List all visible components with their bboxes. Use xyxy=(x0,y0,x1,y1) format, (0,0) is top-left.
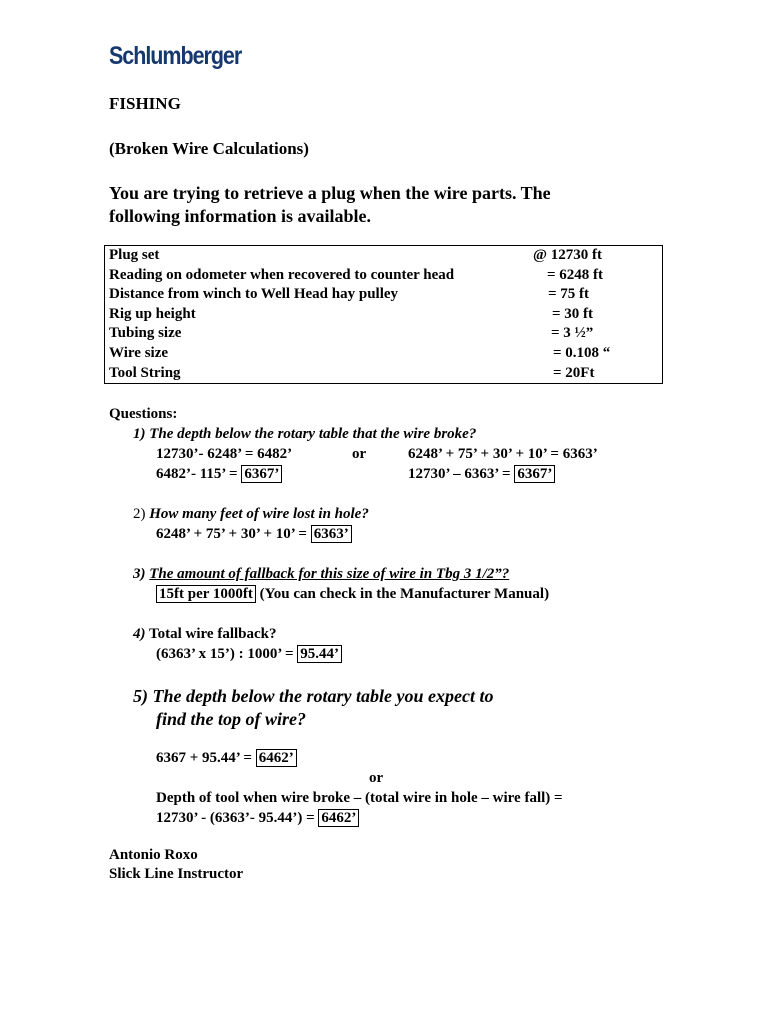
q5-calc-1 xyxy=(156,750,297,767)
info-label-wire-size: Wire size xyxy=(109,345,169,361)
q2-calc xyxy=(156,526,352,543)
info-value-odometer: = 6248 ft xyxy=(547,267,604,283)
q1-calc-2a-text: 6482’- 115’ = xyxy=(156,466,238,482)
signature-title: Slick Line Instructor xyxy=(109,866,244,882)
q4-answer-box: 95.44’ xyxy=(297,645,342,663)
info-value-distance: = 75 ft xyxy=(548,286,590,302)
q3-answer xyxy=(156,586,549,603)
q5-or: or xyxy=(369,770,384,786)
q1-calc-2b xyxy=(408,466,555,483)
q4-calc-text: (6363’ x 15’) : 1000’ = xyxy=(156,646,294,662)
q5-text-2: find the top of wire? xyxy=(156,709,307,729)
q2-question xyxy=(133,506,369,523)
q1-or: or xyxy=(352,446,367,462)
q3-text: The amount of fallback for this size of wire in Tbg 3 1/2”? xyxy=(149,566,510,582)
info-value-tubing: = 3 ½” xyxy=(551,325,594,341)
q1-question xyxy=(133,426,476,443)
q1-number: 1) xyxy=(133,426,146,442)
q1-answer-box-a: 6367’ xyxy=(241,465,282,483)
questions-label: Questions: xyxy=(109,406,178,422)
q5-answer-box-1: 6462’ xyxy=(256,749,297,767)
q5-number: 5) xyxy=(133,686,148,706)
intro-line-2: following information is available. xyxy=(109,206,372,226)
q5-calc-1-text: 6367 + 95.44’ = xyxy=(156,750,252,766)
q3-answer-box: 15ft per 1000ft xyxy=(156,585,256,603)
info-label-distance: Distance from winch to Well Head hay pulley xyxy=(109,286,399,302)
q5-answer-box-3: 6462’ xyxy=(318,809,359,827)
info-label-rig-up: Rig up height xyxy=(109,306,196,322)
q4-question xyxy=(133,626,277,643)
q2-answer-box: 6363’ xyxy=(311,525,352,543)
info-label-odometer: Reading on odometer when recovered to counter head xyxy=(109,267,455,283)
q5-calc-3-text: 12730’ - (6363’- 95.44’) = xyxy=(156,810,315,826)
page-subheading: (Broken Wire Calculations) xyxy=(109,139,309,158)
info-label-tubing: Tubing size xyxy=(109,325,182,341)
q4-calc xyxy=(156,646,342,663)
q1-answer-box-b: 6367’ xyxy=(514,465,555,483)
info-label-tool-string: Tool String xyxy=(109,365,181,381)
q5-text-1: The depth below the rotary table you expect to xyxy=(152,686,494,706)
info-value-rig-up: = 30 ft xyxy=(552,306,594,322)
info-label-plug-set: Plug set xyxy=(109,247,160,263)
schlumberger-logo: Schlumberger xyxy=(109,42,242,70)
q5-question-line-1 xyxy=(133,686,493,707)
info-value-wire-size: = 0.108 “ xyxy=(553,345,611,361)
info-value-plug-set: @ 12730 ft xyxy=(533,247,602,263)
q5-line-2: Depth of tool when wire broke – (total wire in hole – wire fall) = xyxy=(156,790,563,806)
intro-line-1: You are trying to retrieve a plug when the wire parts. The xyxy=(109,183,551,203)
q3-question xyxy=(133,566,509,583)
q2-number: 2) xyxy=(133,506,146,522)
info-value-tool-string: = 20Ft xyxy=(553,365,595,381)
q4-text: Total wire fallback? xyxy=(148,626,277,642)
q1-text: The depth below the rotary table that the wire broke? xyxy=(149,426,477,442)
q5-calc-3 xyxy=(156,810,359,827)
q2-text: How many feet of wire lost in hole? xyxy=(149,506,369,522)
q1-calc-1b: 6248’ + 75’ + 30’ + 10’ = 6363’ xyxy=(408,446,598,462)
q2-calc-text: 6248’ + 75’ + 30’ + 10’ = xyxy=(156,526,307,542)
signature-name: Antonio Roxo xyxy=(109,847,198,863)
q1-calc-1a: 12730’- 6248’ = 6482’ xyxy=(156,446,293,462)
q1-calc-2a xyxy=(156,466,282,483)
q1-calc-2b-text: 12730’ – 6363’ = xyxy=(408,466,511,482)
q3-number: 3) xyxy=(133,566,146,582)
q3-note: (You can check in the Manufacturer Manual) xyxy=(259,586,550,602)
q4-number: 4) xyxy=(133,626,146,642)
page-heading: FISHING xyxy=(109,94,181,113)
